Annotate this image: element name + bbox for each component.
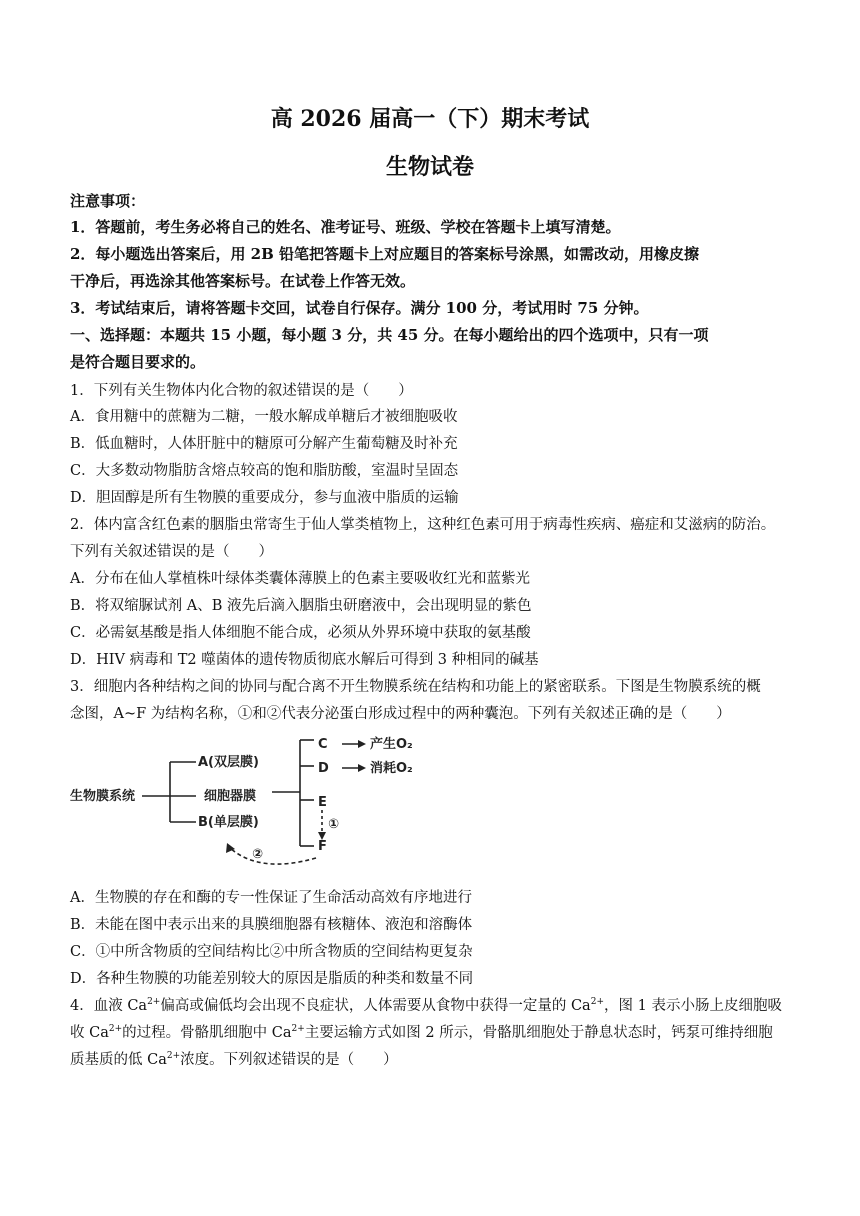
exam-subtitle: 生物试卷 (385, 154, 474, 180)
biomembrane-concept-diagram (70, 726, 450, 876)
diagram-e-label: E (318, 795, 327, 810)
question-1-option-b: B．低血糖时，人体肝脏中的糖原可分解产生葡萄糖及时补充 (70, 436, 458, 452)
superscript: 2+ (291, 1024, 305, 1035)
notice-item: 1．答题前，考生务必将自己的姓名、准考证号、班级、学校在答题卡上填写清楚。 (70, 218, 621, 236)
q4-text: 收 Ca (70, 1025, 109, 1041)
diagram-c-result: 产生O₂ (370, 737, 413, 752)
q4-text: 偏高或偏低均会出现不良症状，人体需要从食物中获得一定量的 Ca (160, 998, 591, 1014)
question-2-option-d: D．HIV 病毒和 T2 噬菌体的遗传物质彻底水解后可得到 3 种相同的碱基 (70, 652, 539, 668)
diagram-c-label: C (318, 737, 328, 752)
question-4-stem-line-2 (70, 1021, 830, 1042)
q4-text: 的过程。骨骼肌细胞中 Ca (122, 1025, 292, 1041)
diagram-vesicle-1-label: ① (328, 817, 340, 832)
diagram-a-label: A(双层膜) (198, 755, 259, 770)
diagram-vesicle-2-label: ② (252, 847, 264, 862)
q4-text: ，图 1 表示小肠上皮细胞吸 (604, 998, 782, 1014)
superscript: 2+ (108, 1024, 123, 1035)
notice-item: 3．考试结束后，请将答题卡交回，试卷自行保存。满分 100 分，考试用时 75 分钟。 (70, 299, 649, 317)
question-1-option-c: C．大多数动物脂肪含熔点较高的饱和脂肪酸，室温时呈固态 (70, 463, 459, 479)
question-2-option-c: C．必需氨基酸是指人体细胞不能合成，必须从外界环境中获取的氨基酸 (70, 625, 531, 641)
question-3-option-b: B．未能在图中表示出来的具膜细胞器有核糖体、液泡和溶酶体 (70, 917, 473, 933)
question-3-option-a: A．生物膜的存在和酶的专一性保证了生命活动高效有序地进行 (70, 890, 472, 906)
section-heading: 是符合题目要求的。 (70, 353, 206, 371)
notice-item: 2．每小题选出答案后，用 2B 铅笔把答题卡上对应题目的答案标号涂黑，如需改动，用橡皮擦 (70, 245, 700, 263)
diagram-f-label: F (318, 839, 327, 854)
notice-item: 干净后，再选涂其他答案标号。在试卷上作答无效。 (70, 272, 416, 290)
question-2-option-b: B．将双缩脲试剂 A、B 液先后滴入胭脂虫研磨液中，会出现明显的紫色 (70, 598, 532, 614)
diagram-organelle-label: 细胞器膜 (204, 789, 257, 804)
question-3-option-d: D．各种生物膜的功能差别较大的原因是脂质的种类和数量不同 (70, 971, 474, 987)
q4-text: 4．血液 Ca (70, 998, 148, 1014)
question-1-option-a: A．食用糖中的蔗糖为二糖，一般水解成单糖后才被细胞吸收 (70, 409, 458, 425)
question-4-stem-line-1 (70, 994, 830, 1015)
superscript: 2+ (147, 997, 161, 1008)
question-3-option-c: C．①中所含物质的空间结构比②中所含物质的空间结构更复杂 (70, 944, 473, 960)
diagram-d-label: D (318, 761, 329, 776)
question-3-stem: 念图，A~F 为结构名称，①和②代表分泌蛋白形成过程中的两种囊泡。下列有关叙述正确的是（ ） (70, 706, 731, 722)
question-4-stem-line-3 (70, 1048, 800, 1069)
notice-heading: 注意事项： (70, 192, 146, 210)
question-2-option-a: A．分布在仙人掌植株叶绿体类囊体薄膜上的色素主要吸收红光和蓝紫光 (70, 571, 530, 587)
diagram-root-label: 生物膜系统 (70, 789, 136, 804)
q4-text: 浓度。下列叙述错误的是（ ） (180, 1052, 398, 1068)
question-1-stem: 1．下列有关生物体内化合物的叙述错误的是（ ） (70, 383, 413, 399)
diagram-b-label: B(单层膜) (198, 815, 259, 830)
question-1-option-d: D．胆固醇是所有生物膜的重要成分，参与血液中脂质的运输 (70, 490, 459, 506)
question-2-stem: 2．体内富含红色素的胭脂虫常寄生于仙人掌类植物上，这种红色素可用于病毒性疾病、癌症和艾滋病的防治。 (70, 517, 776, 533)
q4-text: 主要运输方式如图 2 所示，骨骼肌细胞处于静息状态时，钙泵可维持细胞 (304, 1025, 773, 1041)
section-heading: 一、选择题：本题共 15 小题，每小题 3 分，共 45 分。在每小题给出的四个选项中，只有一项 (70, 326, 709, 344)
superscript: 2+ (166, 1051, 181, 1062)
diagram-d-result: 消耗O₂ (370, 761, 413, 776)
question-3-stem: 3．细胞内各种结构之间的协同与配合离不开生物膜系统在结构和功能上的紧密联系。下图是生物膜系统的概 (70, 679, 761, 695)
q4-text: 质基质的低 Ca (70, 1052, 167, 1068)
question-2-stem: 下列有关叙述错误的是（ ） (70, 544, 273, 560)
superscript: 2+ (590, 997, 604, 1008)
exam-title: 高 2026 届高一（下）期末考试 (270, 106, 590, 132)
